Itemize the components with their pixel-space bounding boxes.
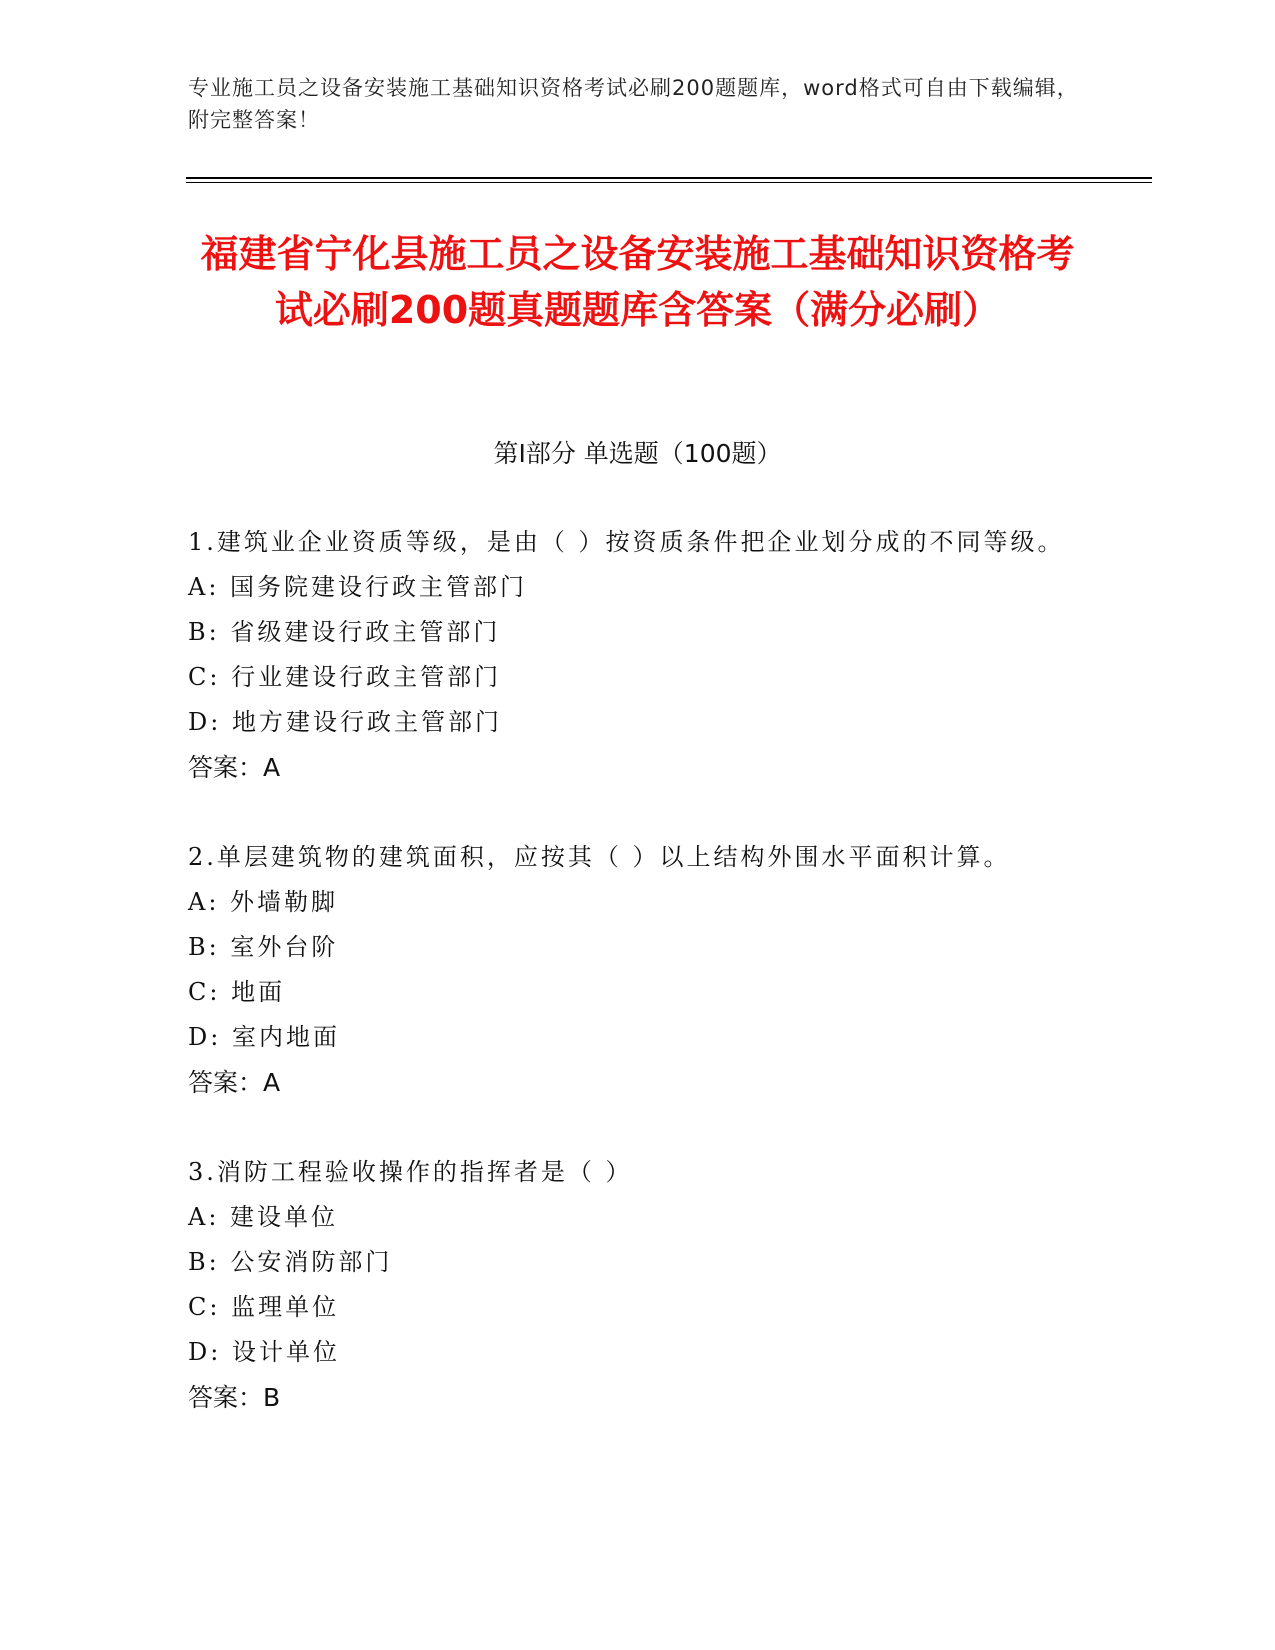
header-rule-thin (186, 182, 1152, 183)
question-3 (188, 1150, 1088, 1420)
header-rule-thick (186, 177, 1152, 179)
document-title: 福建省宁化县施工员之设备安装施工基础知识资格考试必刷200题真题题库含答案（满分必刷） (200, 232, 1075, 332)
question-2 (188, 835, 1088, 1105)
option-c: C: 监理单位 (188, 1293, 340, 1321)
option-d: D: 地方建设行政主管部门 (188, 708, 502, 736)
question-stem: 3.消防工程验收操作的指挥者是（ ） (188, 1158, 633, 1186)
option-c: C: 行业建设行政主管部门 (188, 663, 502, 691)
section-title: 第I部分 单选题（100题） (493, 439, 782, 468)
question-list (188, 520, 1088, 1465)
option-d: D: 设计单位 (188, 1338, 340, 1366)
option-d: D: 室内地面 (188, 1023, 340, 1051)
option-b: B: 公安消防部门 (188, 1248, 393, 1276)
option-a: A: 外墙勒脚 (188, 888, 339, 916)
answer: 答案：A (188, 1068, 281, 1097)
question-1 (188, 520, 1088, 790)
question-stem: 2.单层建筑物的建筑面积，应按其（ ）以上结构外围水平面积计算。 (188, 843, 1011, 871)
option-a: A: 建设单位 (188, 1203, 339, 1231)
option-b: B: 省级建设行政主管部门 (188, 618, 501, 646)
question-stem: 1.建筑业企业资质等级，是由（ ）按资质条件把企业划分成的不同等级。 (188, 528, 1065, 556)
answer: 答案：B (188, 1383, 281, 1412)
option-c: C: 地面 (188, 978, 286, 1006)
answer: 答案：A (188, 753, 281, 782)
option-b: B: 室外台阶 (188, 933, 339, 961)
header-note: 专业施工员之设备安装施工基础知识资格考试必刷200题题库，word格式可自由下载编辑，附完整答案！ (188, 76, 1079, 132)
option-a: A: 国务院建设行政主管部门 (188, 573, 528, 601)
